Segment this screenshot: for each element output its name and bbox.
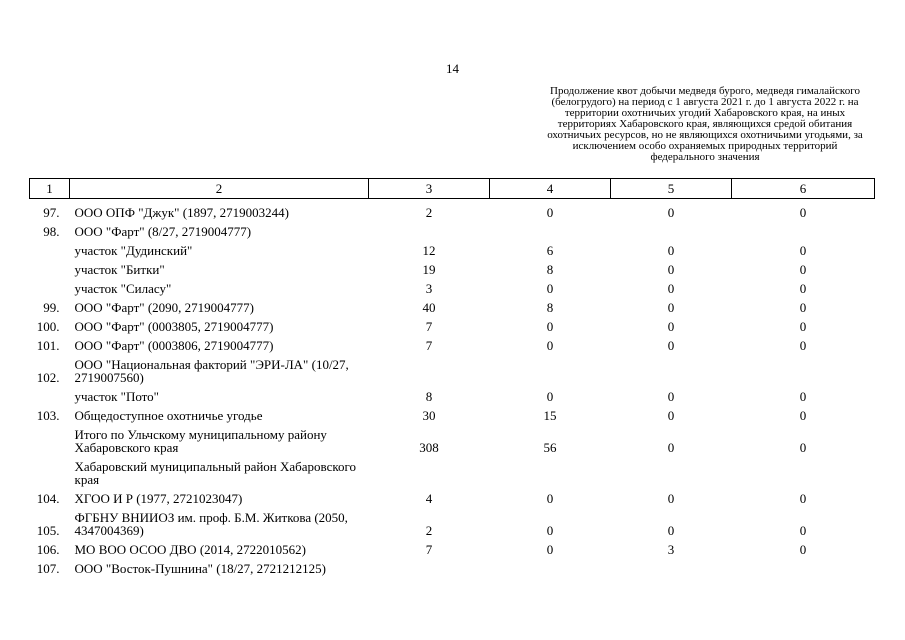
row-name: участок "Пото" [74,389,159,404]
cell-col3: 7 [425,542,433,557]
row-number: 103. [36,408,60,423]
row-number [30,279,70,298]
column-header: 4 [490,179,611,199]
row-number: 97. [43,205,60,220]
table-row [30,222,875,241]
cell-col4 [490,355,611,387]
table-header-row [30,179,875,199]
cell-col4: 0 [546,338,554,353]
cell-col3: 19 [422,262,436,277]
row-number: 101. [36,338,60,353]
row-name: ООО "Восток-Пушнина" (18/27, 2721212125) [74,561,327,576]
cell-col3 [369,355,490,387]
cell-col4: 15 [543,408,557,423]
row-name: ООО "Фарт" (8/27, 2719004777) [74,224,252,239]
cell-col6 [732,355,875,387]
row-name: ООО "Фарт" (0003805, 2719004777) [74,319,274,334]
cell-col6: 0 [799,319,807,334]
cell-col4: 6 [546,243,554,258]
column-header: 1 [30,179,70,199]
row-name: ХГОО И Р (1977, 2721023047) [74,491,243,506]
cell-col4: 8 [546,300,554,315]
cell-col3: 3 [425,281,433,296]
row-name: ООО ОПФ "Джук" (1897, 2719003244) [74,205,289,220]
cell-col5 [611,559,732,578]
cell-col4: 0 [546,281,554,296]
cell-col4 [490,222,611,241]
column-header: 6 [732,179,875,199]
row-name: Хабаровский муниципальный район Хабаровского края [74,459,357,487]
page-number: 14 [446,61,459,76]
cell-col4 [490,457,611,489]
cell-col4: 0 [546,205,554,220]
table-row [30,489,875,508]
table-row [30,199,875,223]
column-header: 2 [70,179,369,199]
cell-col5: 0 [667,300,675,315]
row-number: 106. [36,542,60,557]
cell-col6: 0 [799,281,807,296]
cell-col5: 0 [667,243,675,258]
cell-col3: 8 [425,389,433,404]
row-number: 104. [36,491,60,506]
row-name: ООО "Фарт" (2090, 2719004777) [74,300,254,315]
cell-col5: 0 [667,523,675,538]
cell-col5: 0 [667,338,675,353]
table-row [30,355,875,387]
cell-col3: 40 [422,300,436,315]
cell-col5: 0 [667,440,675,455]
row-number: 98. [43,224,60,239]
row-name: МО ВОО ОСОО ДВО (2014, 2722010562) [74,542,306,557]
row-name: участок "Дудинский" [74,243,193,258]
row-number: 99. [43,300,60,315]
cell-col6: 0 [799,542,807,557]
table-row [30,241,875,260]
column-header: 5 [611,179,732,199]
cell-col5: 0 [667,205,675,220]
cell-col6: 0 [799,262,807,277]
cell-col4: 56 [543,440,557,455]
table-row [30,336,875,355]
cell-col3: 308 [419,440,439,455]
table-row [30,508,875,540]
cell-col4: 0 [546,523,554,538]
cell-col4: 0 [546,319,554,334]
table-row [30,279,875,298]
row-name: Итого по Ульчскому муниципальному району Хабаровского края [74,427,327,455]
cell-col6: 0 [799,491,807,506]
cell-col3: 2 [425,523,433,538]
table-row [30,457,875,489]
table-row [30,559,875,578]
cell-col4: 0 [546,389,554,404]
row-name: Общедоступное охотничье угодье [74,408,263,423]
row-number [30,387,70,406]
cell-col6: 0 [799,300,807,315]
cell-col5: 0 [667,262,675,277]
row-number [30,241,70,260]
cell-col6 [732,559,875,578]
row-name: ФГБНУ ВНИИОЗ им. проф. Б.М. Житкова (2050, 4347004369) [74,510,348,538]
cell-col3: 2 [425,205,433,220]
cell-col3 [369,222,490,241]
quota-table [29,178,875,578]
cell-col5: 0 [667,408,675,423]
cell-col3: 7 [425,319,433,334]
cell-col5 [611,355,732,387]
cell-col5: 0 [667,319,675,334]
column-header: 3 [369,179,490,199]
table-row [30,298,875,317]
row-number [30,457,70,489]
cell-col6: 0 [799,440,807,455]
cell-col6 [732,222,875,241]
row-number: 105. [36,523,60,538]
table-body [30,199,875,579]
table-row [30,260,875,279]
row-number [30,260,70,279]
cell-col6: 0 [799,408,807,423]
cell-col4 [490,559,611,578]
table-caption: Продолжение квот добычи медведя бурого, медведя гималайского (белогрудого) на период с 1 августа 2021 г. до 1 августа 2022 г. на территории охотничьих угодий Хабаровского края, на иных территориях Хабаровского края, являющихся средой обитания охотничьих ресурсов, но не являющихся охотничьими угодьями, за исключением особо охраняемых природных территорий федерального значения [547,85,863,163]
row-number: 102. [36,370,60,385]
row-name: ООО "Фарт" (0003806, 2719004777) [74,338,274,353]
cell-col6: 0 [799,243,807,258]
table-row [30,387,875,406]
row-number: 107. [36,561,60,576]
row-number [30,425,70,457]
cell-col3: 30 [422,408,436,423]
cell-col6: 0 [799,205,807,220]
table-row [30,540,875,559]
cell-col5: 3 [667,542,675,557]
cell-col3 [369,457,490,489]
row-number: 100. [36,319,60,334]
cell-col5 [611,457,732,489]
cell-col5: 0 [667,389,675,404]
cell-col5: 0 [667,491,675,506]
cell-col6: 0 [799,389,807,404]
cell-col6: 0 [799,338,807,353]
cell-col3: 4 [425,491,433,506]
cell-col3: 7 [425,338,433,353]
row-name: участок "Битки" [74,262,165,277]
cell-col3: 12 [422,243,436,258]
cell-col4: 0 [546,491,554,506]
cell-col4: 0 [546,542,554,557]
table-row [30,317,875,336]
cell-col5: 0 [667,281,675,296]
cell-col6 [732,457,875,489]
row-name: ООО "Национальная факторий "ЭРИ-ЛА" (10/27, 2719007560) [74,357,349,385]
cell-col4: 8 [546,262,554,277]
cell-col5 [611,222,732,241]
cell-col3 [369,559,490,578]
cell-col6: 0 [799,523,807,538]
table-row [30,425,875,457]
table-row [30,406,875,425]
row-name: участок "Силасу" [74,281,172,296]
